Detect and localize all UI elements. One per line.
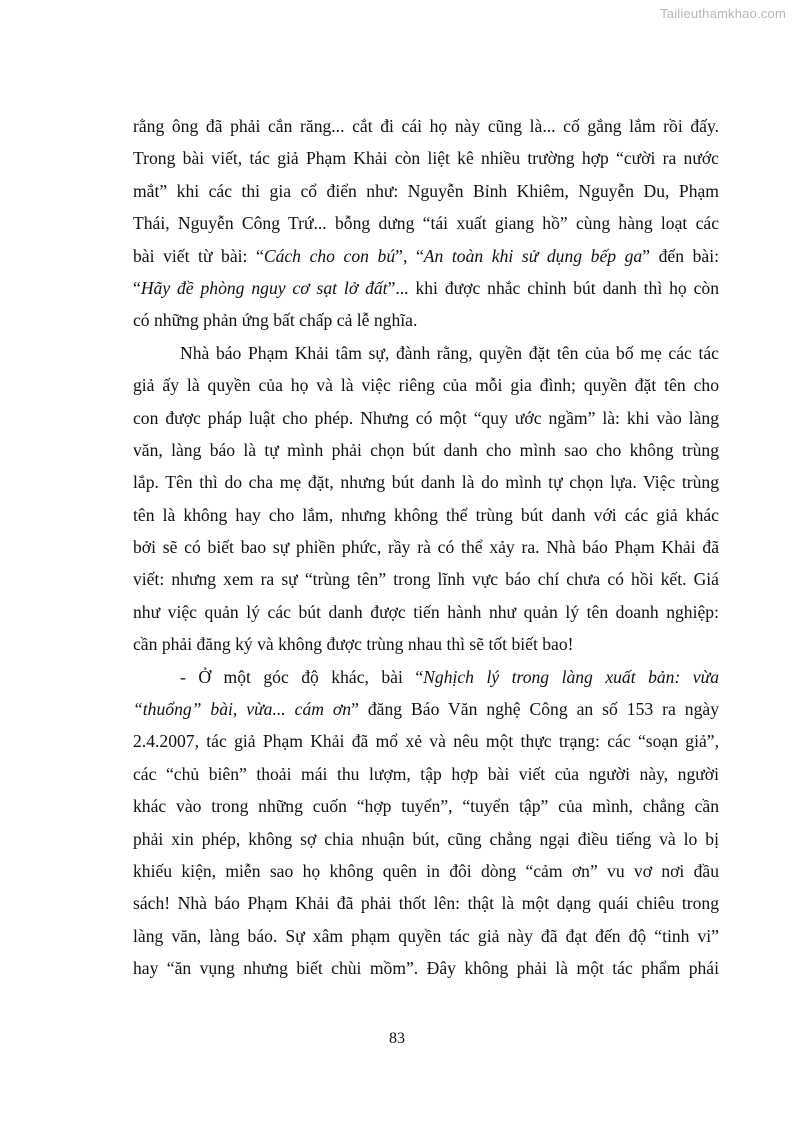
text-line — [133, 693, 719, 725]
page-number: 83 — [389, 1030, 405, 1047]
text-line — [133, 758, 719, 790]
italic-title: “thuổng” bài, vừa... cám ơn — [133, 699, 352, 720]
text-segment: khiếu kiện, miễn sao họ không quên in đôi dòng “cảm ơn” vu vơ nơi đầu — [133, 860, 719, 881]
text-line — [133, 466, 719, 498]
text-segment: bài viết từ bài: “ — [133, 245, 264, 266]
text-segment: khác vào trong những cuốn “hợp tuyển”, “tuyển tập” của mình, chẳng cần — [133, 796, 719, 817]
text-line — [133, 661, 719, 693]
text-segment: hay “ăn vụng nhưng biết chùi mồm”. Đây không phải là một tác phẩm phái — [133, 958, 719, 979]
italic-title: An toàn khi sử dụng bếp ga — [423, 245, 643, 266]
text-segment: ”... khi được nhắc chỉnh bút danh thì họ còn — [387, 277, 719, 298]
text-segment: các “chủ biên” thoải mái thu lượm, tập hợp bài viết của người này, người — [133, 763, 719, 784]
text-line — [133, 790, 719, 822]
text-line — [133, 725, 719, 757]
text-line — [133, 272, 719, 304]
text-line — [133, 887, 719, 919]
text-line — [133, 142, 719, 174]
text-line — [133, 175, 719, 207]
text-segment: Trong bài viết, tác giả Phạm Khải còn liệt kê nhiều trường hợp “cười ra nước — [133, 148, 719, 169]
text-segment: ” đến bài: — [642, 245, 720, 266]
text-line — [133, 499, 719, 531]
text-line — [133, 402, 719, 434]
page-body — [133, 110, 719, 985]
italic-title: Cách cho con bú — [263, 245, 396, 266]
text-segment: tên là không hay cho lắm, nhưng không thể trùng bút danh với các giả khác — [133, 504, 719, 525]
text-segment: rằng ông đã phải cắn răng... cắt đi cái họ này cũng là... cố gắng lắm rồi đấy. — [133, 116, 719, 136]
text-segment: bởi sẽ có biết bao sự phiền phức, rầy rà có thể xảy ra. Nhà báo Phạm Khải đã — [133, 537, 719, 558]
text-line — [133, 110, 719, 142]
watermark: Tailieuthamkhao.com — [660, 6, 786, 21]
text-segment: Thái, Nguyễn Công Trứ... bỗng dưng “tái xuất giang hồ” cùng hàng loạt các — [133, 213, 719, 234]
text-line — [133, 855, 719, 887]
text-segment: mắt” khi các thi gia cổ điển như: Nguyễn Bỉnh Khiêm, Nguyễn Du, Phạm — [133, 180, 719, 201]
text-line — [133, 337, 719, 369]
text-line — [133, 304, 719, 336]
text-segment: cần phải đăng ký và không được trùng nhau thì sẽ tốt biết bao! — [133, 634, 574, 655]
text-segment: 2.4.2007, tác giả Phạm Khải đã mổ xẻ và nêu một thực trạng: các “soạn giả”, — [133, 731, 719, 752]
text-segment: phải xin phép, không sợ chia nhuận bút, cũng chẳng ngại điều tiếng và lo bị — [133, 828, 719, 849]
text-segment: Nhà báo Phạm Khải tâm sự, đành rằng, quyền đặt tên của bố mẹ các tác — [180, 342, 719, 363]
text-line — [133, 240, 719, 272]
text-segment: như việc quản lý các bút danh được tiến hành như quản lý tên doanh nghiệp: — [133, 601, 719, 622]
text-line — [133, 563, 719, 595]
text-segment: giả ấy là quyền của họ và là việc riêng của mỗi gia đình; quyền đặt tên cho — [133, 375, 719, 396]
text-line — [133, 920, 719, 952]
text-segment: làng văn, làng báo. Sự xâm phạm quyền tác giả này đã đạt đến độ “tinh vi” — [133, 925, 719, 946]
text-segment: - Ở một góc độ khác, bài “ — [180, 666, 424, 687]
text-segment: ”, “ — [395, 245, 424, 266]
text-segment: văn, làng báo là tự mình phải chọn bút danh cho mình sao cho không trùng — [133, 439, 719, 460]
text-line — [133, 531, 719, 563]
text-line — [133, 823, 719, 855]
text-segment: lắp. Tên thì do cha mẹ đặt, nhưng bút danh là do mình tự chọn lựa. Việc trùng — [133, 472, 719, 493]
text-segment: có những phản ứng bất chấp cả lễ nghĩa. — [133, 310, 418, 331]
text-segment: con được pháp luật cho phép. Nhưng có một “quy ước ngầm” là: khi vào làng — [133, 407, 719, 428]
text-line — [133, 596, 719, 628]
italic-title: Hãy đề phòng nguy cơ sạt lở đất — [140, 277, 388, 298]
text-segment: “ — [133, 277, 141, 298]
text-segment: ” đăng Báo Văn nghệ Công an số 153 ra ngày — [351, 699, 719, 720]
text-line — [133, 207, 719, 239]
text-line — [133, 434, 719, 466]
text-line — [133, 369, 719, 401]
text-segment: sách! Nhà báo Phạm Khải đã phải thốt lên: thật là một dạng quái chiêu trong — [133, 893, 719, 914]
text-line — [133, 952, 719, 984]
italic-title: Nghịch lý trong làng xuất bản: vừa — [423, 666, 719, 687]
text-line — [133, 628, 719, 660]
text-segment: viết: nhưng xem ra sự “trùng tên” trong lĩnh vực báo chí chưa có hồi kết. Giá — [133, 569, 719, 590]
